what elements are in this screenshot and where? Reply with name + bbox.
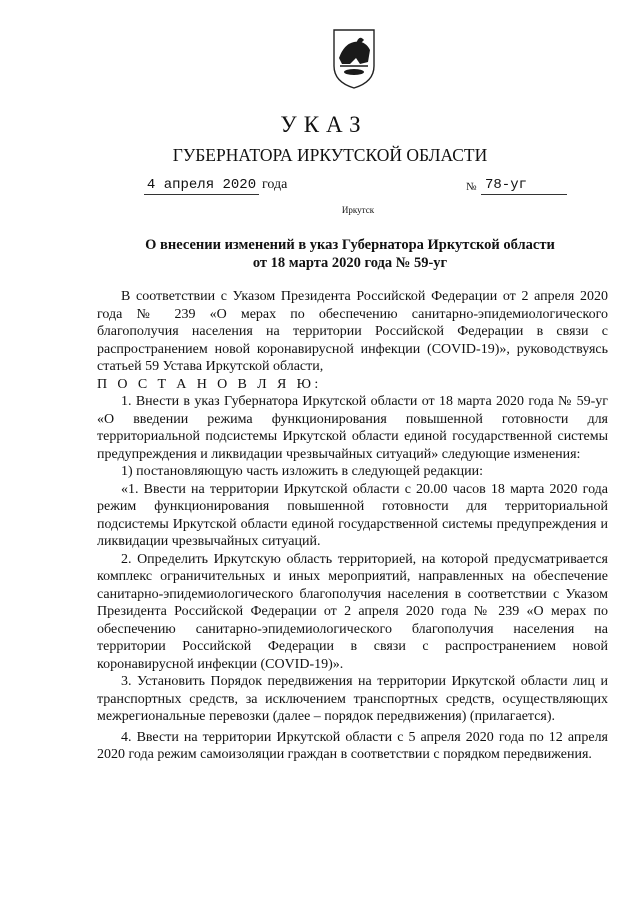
issuer-title: ГУБЕРНАТОРА ИРКУТСКОЙ ОБЛАСТИ xyxy=(172,145,488,165)
decree-body xyxy=(97,288,608,764)
decree-date: 4 апреля 2020 xyxy=(144,176,259,195)
city-name: Иркутск xyxy=(341,205,375,215)
subject-line-2: от 18 марта 2020 года № 59-уг xyxy=(252,255,448,271)
point-4-paragraph: 4. Ввести на территории Иркутской области с 5 апреля 2020 года по 12 апреля 2020 года режим самоизоляции граждан в соответствии с порядком передвижения. xyxy=(97,729,608,762)
decree-word: П О С Т А Н О В Л Я Ю: xyxy=(97,376,322,392)
document-title: УКАЗ xyxy=(280,112,368,137)
point-3-paragraph: 3. Установить Порядок передвижения на территории Иркутской области лиц и транспортных средств, за исключением транспортных средств, осуществляющих межрегиональные перевозки (далее – порядок передвижения) (прилагается). xyxy=(97,674,608,724)
item-1-1-paragraph: 1) постановляющую часть изложить в следующей редакции: xyxy=(121,464,484,479)
point-1-paragraph: «1. Ввести на территории Иркутской области с 20.00 часов 18 марта 2020 года режим функционирования повышенной готовности для территориальной подсистемы Иркутской области единой государственной системы предупреждения и ликвидации чрезвычайных ситуаций. xyxy=(97,481,608,549)
decree-subject xyxy=(0,236,640,272)
decree-number: 78-уг xyxy=(481,176,567,195)
point-2-paragraph: 2. Определить Иркутскую область территорией, на которой предусматривается комплекс ограничительных и иных мероприятий, направленных на обеспечение санитарно-эпидемиологического благополучия населения в соответствии с Указом Президента Российской Федерации от 2 апреля 2020 года № 239 «О мерах по обеспечению санитарно-эпидемиологического благополучия населения на территории Российской Федерации в связи с распространением новой коронавирусной инфекции (COVID-19)». xyxy=(97,551,608,672)
number-sign: № xyxy=(466,181,477,193)
subject-line-1: О внесении изменений в указ Губернатора Иркутской области xyxy=(145,237,555,253)
coat-of-arms-emblem xyxy=(330,28,378,90)
preamble-paragraph: В соответствии с Указом Президента Российской Федерации от 2 апреля 2020 года № 239 «О мерах по обеспечению санитарно-эпидемиологического благополучия населения на территории Российской Федерации в связи с распространением новой коронавирусной инфекции (COVID-19)», руководствуясь статьей 59 Устава Иркутской области, xyxy=(97,289,608,374)
date-suffix: года xyxy=(262,177,288,192)
item-1-paragraph: 1. Внести в указ Губернатора Иркутской области от 18 марта 2020 года № 59-уг «О введении режима функционирования повышенной готовности для территориальной подсистемы Иркутской области единой государственной системы предупреждения и ликвидации чрезвычайных ситуаций» следующие изменения: xyxy=(97,394,608,462)
date-number-row xyxy=(0,176,640,198)
